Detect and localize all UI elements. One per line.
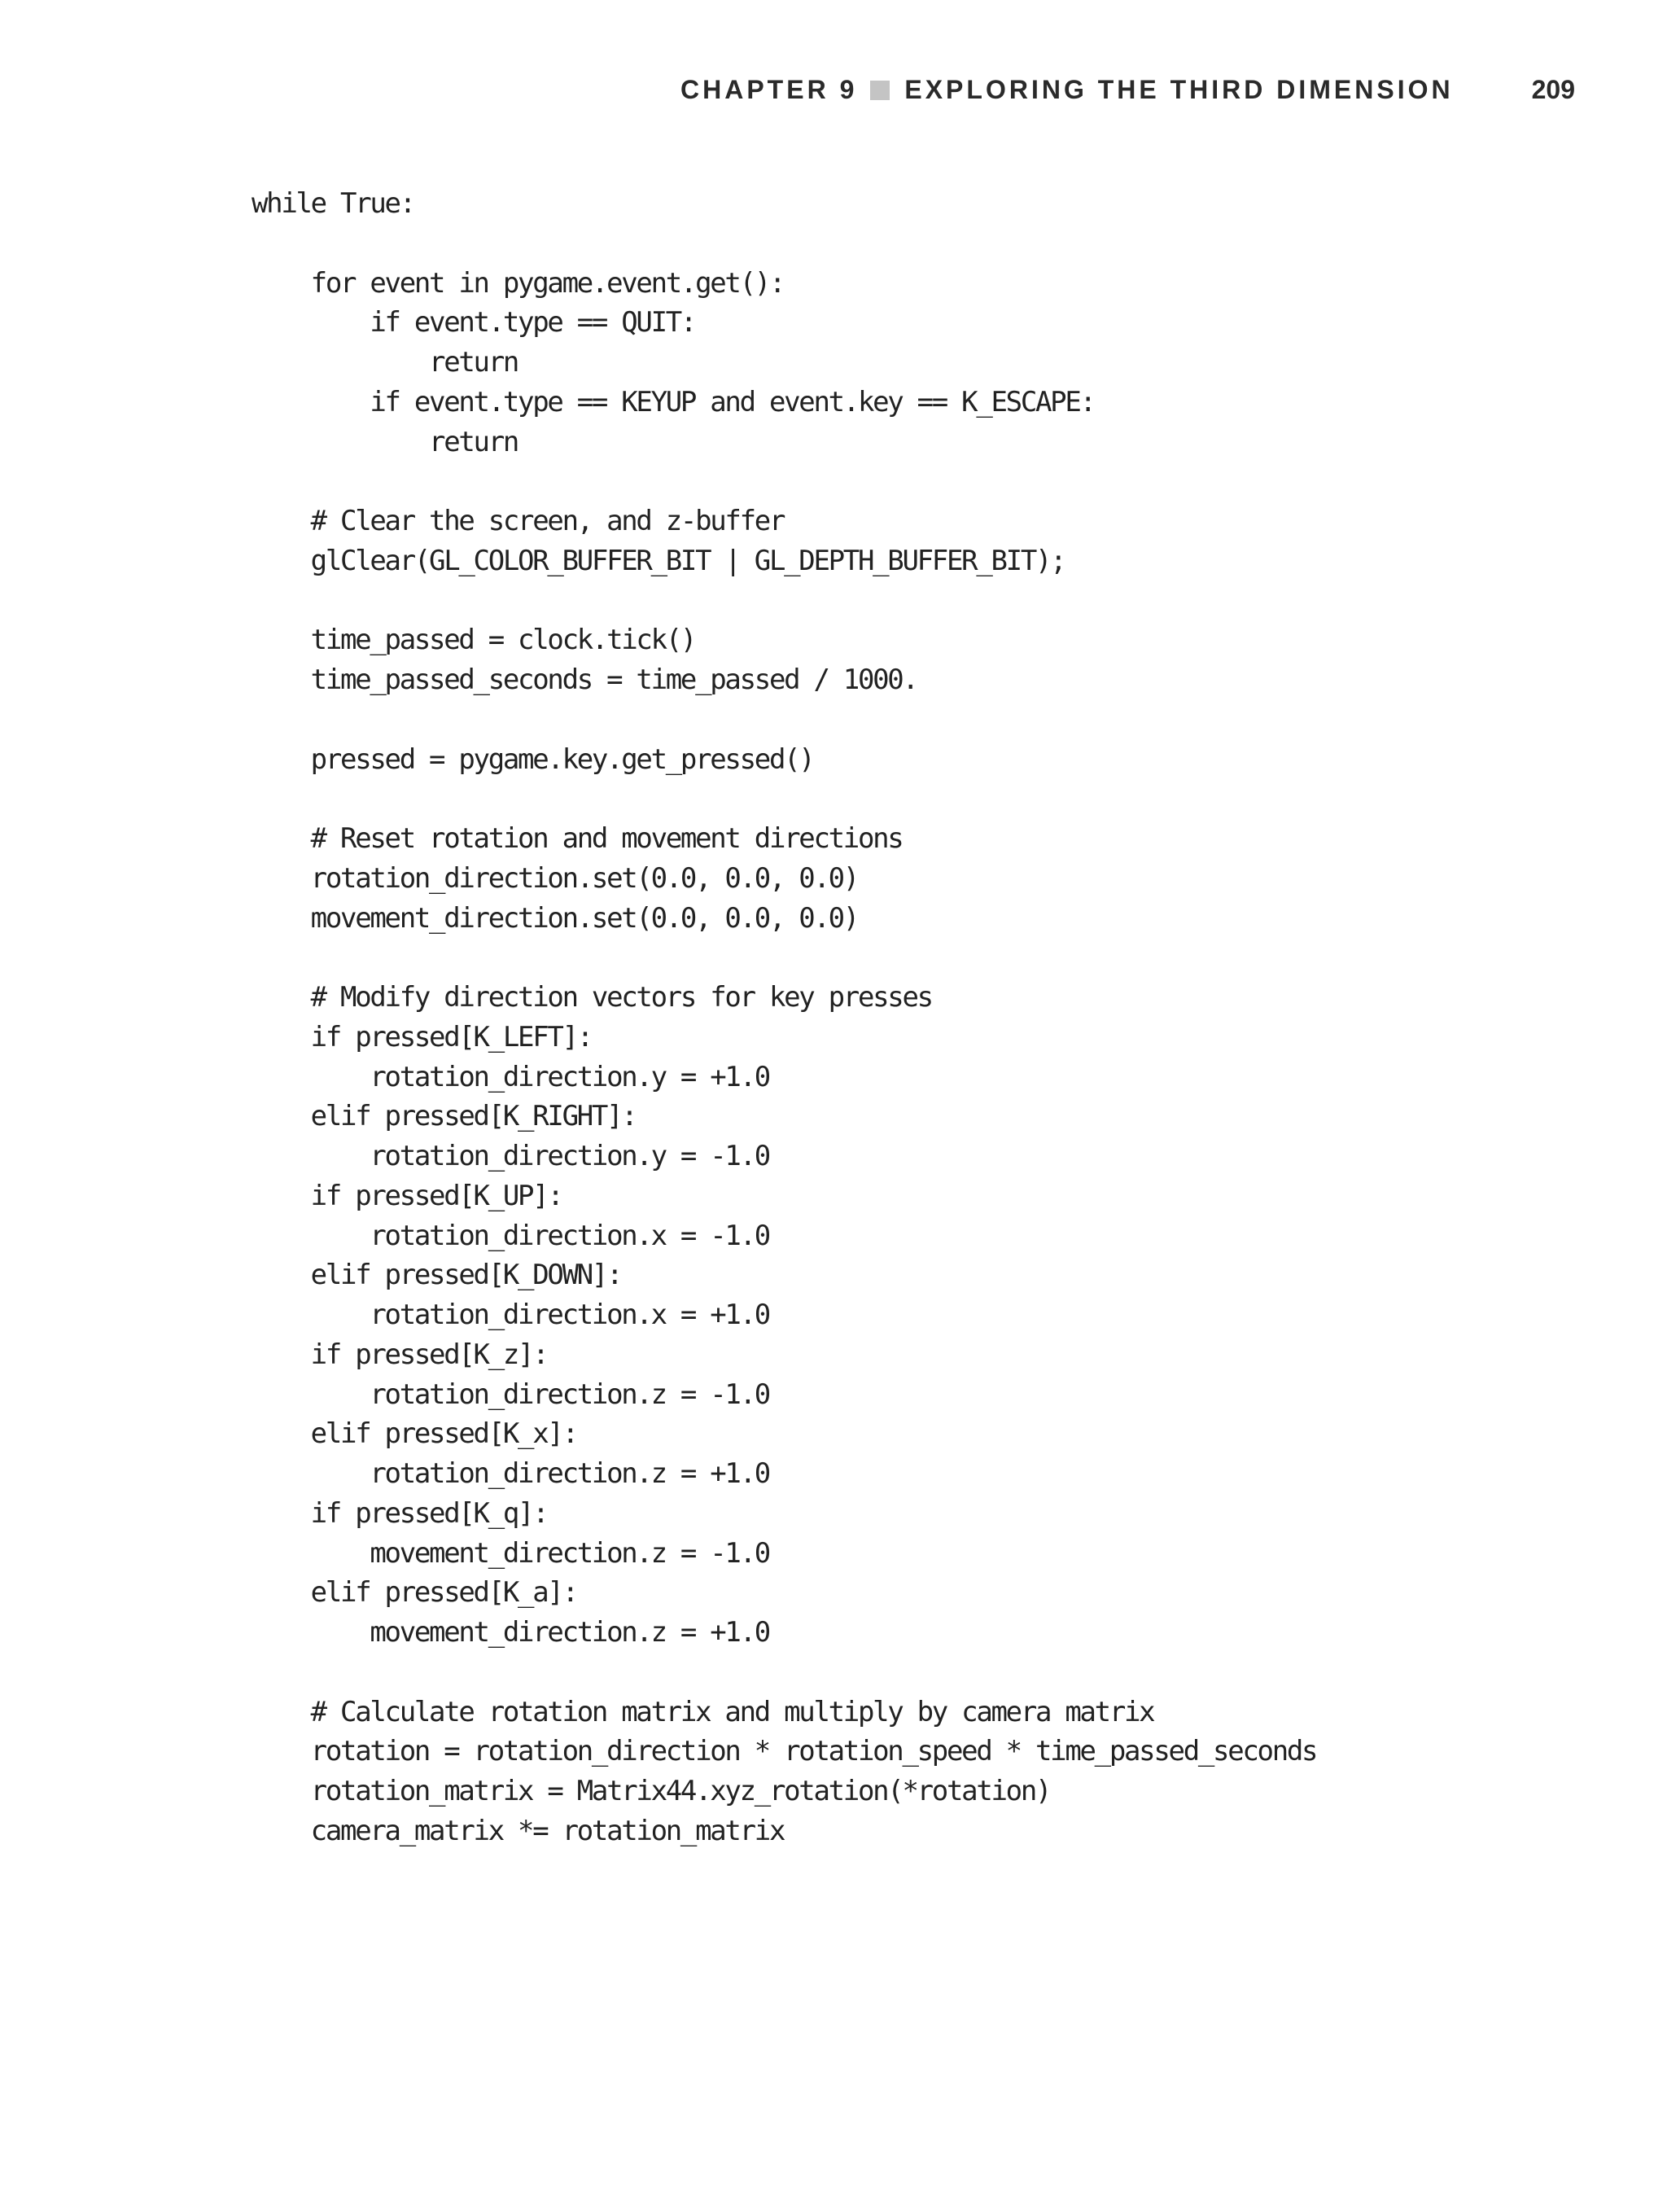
code-line: camera_matrix *= rotation_matrix <box>252 1814 785 1847</box>
code-line <box>252 779 1316 819</box>
code-line: # Reset rotation and movement directions <box>252 822 903 855</box>
code-line: rotation_direction.x = +1.0 <box>252 1299 769 1331</box>
page-number: 209 <box>1531 75 1575 104</box>
code-line: return <box>252 346 518 379</box>
code-line: glClear(GL_COLOR_BUFFER_BIT | GL_DEPTH_BUFFER_BIT); <box>252 544 1065 577</box>
code-line: movement_direction.z = -1.0 <box>252 1536 769 1570</box>
chapter-title: EXPLORING THE THIRD DIMENSION <box>904 75 1454 104</box>
code-line <box>252 938 1316 978</box>
code-line: elif pressed[K_DOWN]: <box>252 1259 622 1292</box>
code-line: for event in pygame.event.get(): <box>252 266 785 300</box>
header-separator-square <box>870 81 890 100</box>
code-line: # Clear the screen, and z-buffer <box>252 505 785 537</box>
code-line: if pressed[K_q]: <box>252 1496 548 1530</box>
code-line: rotation_direction.set(0.0, 0.0, 0.0) <box>252 861 858 895</box>
code-line: movement_direction.z = +1.0 <box>252 1616 769 1649</box>
code-line: time_passed_seconds = time_passed / 1000. <box>252 664 917 696</box>
code-line <box>252 581 1316 621</box>
code-line: rotation_direction.z = +1.0 <box>252 1457 769 1490</box>
code-line: elif pressed[K_a]: <box>252 1576 577 1610</box>
code-line: if event.type == KEYUP and event.key == K_ESCAPE: <box>252 385 1095 418</box>
code-line <box>252 700 1316 740</box>
code-line: # Modify direction vectors for key presses <box>252 981 932 1014</box>
code-line <box>252 462 1316 502</box>
code-line: if pressed[K_UP]: <box>252 1179 562 1212</box>
code-line: if pressed[K_LEFT]: <box>252 1020 592 1053</box>
code-line: pressed = pygame.key.get_pressed() <box>252 742 814 776</box>
code-listing <box>252 184 1316 1851</box>
code-line: rotation_matrix = Matrix44.xyz_rotation(*rotation) <box>252 1775 1051 1807</box>
running-header <box>680 75 1575 105</box>
code-line: rotation_direction.z = -1.0 <box>252 1378 769 1411</box>
code-line: rotation_direction.y = +1.0 <box>252 1060 769 1093</box>
code-line <box>252 1653 1316 1693</box>
code-line: while True: <box>252 187 414 220</box>
code-line: rotation = rotation_direction * rotation_speed * time_passed_seconds <box>252 1735 1317 1768</box>
code-line: time_passed = clock.tick() <box>252 624 696 657</box>
code-line: rotation_direction.y = -1.0 <box>252 1140 769 1172</box>
code-line: elif pressed[K_RIGHT]: <box>252 1100 637 1133</box>
code-line: return <box>252 425 518 458</box>
code-line: if pressed[K_z]: <box>252 1338 548 1371</box>
code-line: # Calculate rotation matrix and multiply by camera matrix <box>252 1695 1154 1728</box>
code-line: rotation_direction.x = -1.0 <box>252 1219 769 1252</box>
code-line <box>252 224 1316 264</box>
chapter-label: CHAPTER 9 <box>680 75 858 104</box>
code-line: elif pressed[K_x]: <box>252 1417 577 1451</box>
code-line: movement_direction.set(0.0, 0.0, 0.0) <box>252 901 858 935</box>
code-line: if event.type == QUIT: <box>252 306 696 339</box>
